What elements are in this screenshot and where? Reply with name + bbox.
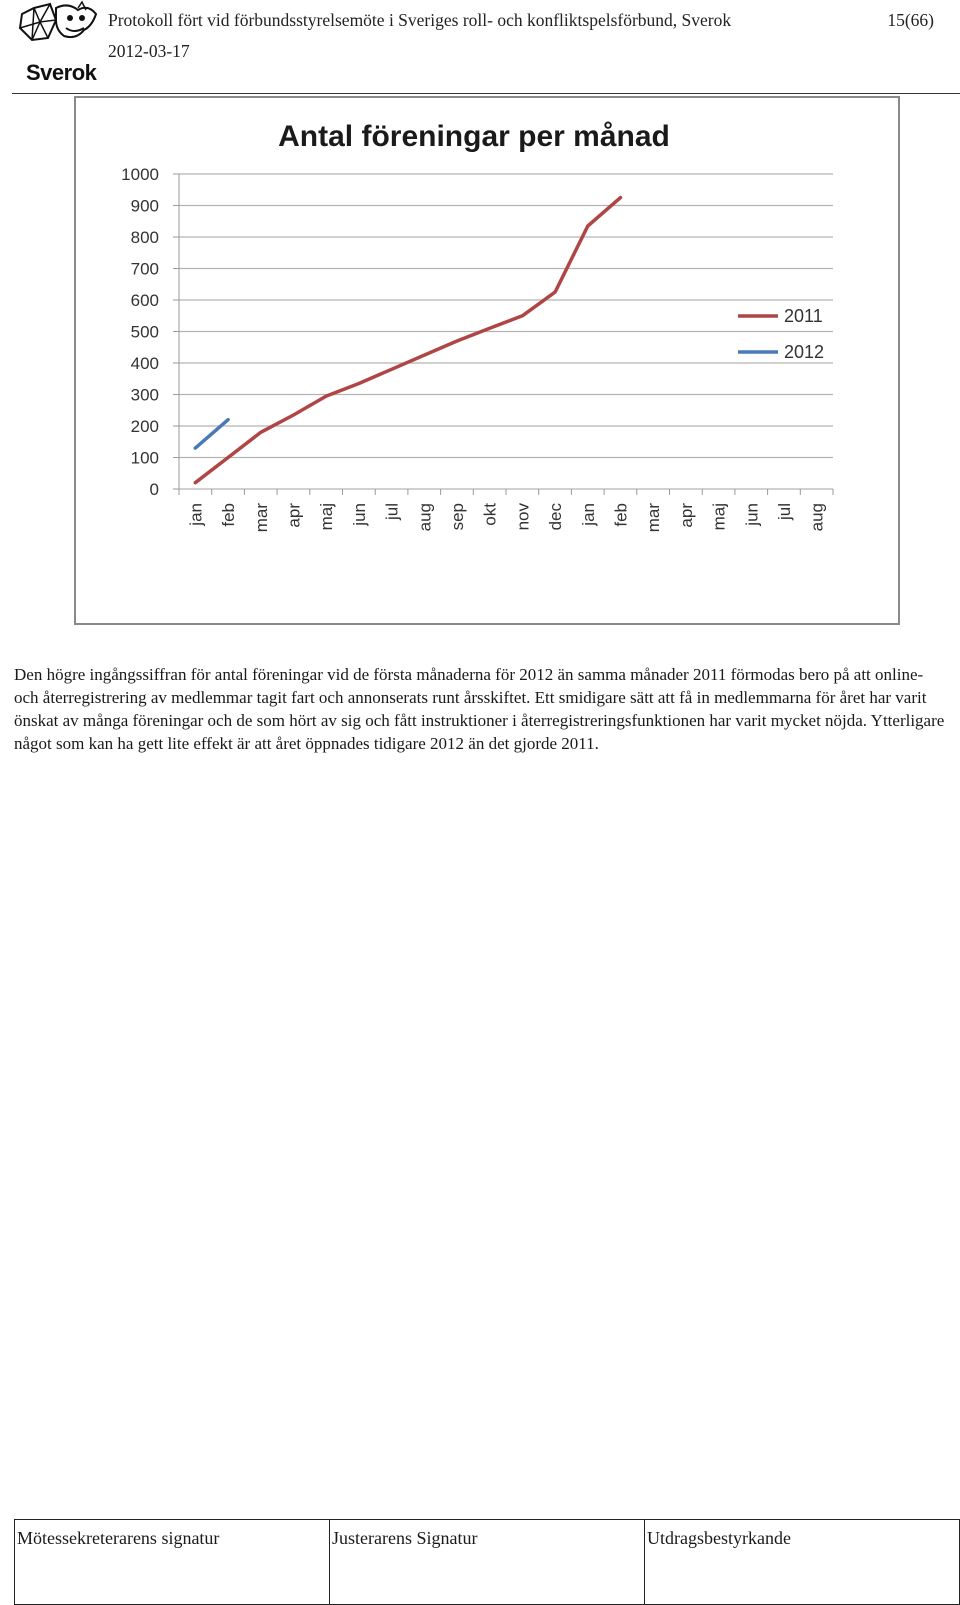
y-tick-label: 1000 bbox=[121, 165, 159, 184]
body-paragraph: Den högre ingångssiffran för antal föreningar vid de första månaderna för 2012 än samma månader 2011 förmodas bero på att online- och återregistrering av medlemmar tagit fart och annonserats runt årsskiftet. Ett smidigare sätt att få in medlemmarna för året har varit önskat av många föreningar och de som hört av sig och fått instruktioner i återregistreringsfunktionen har varit mycket nöjda. Ytterligare något som kan ha gett lite effekt är att året öppnades tidigare 2012 än det gjorde 2011. bbox=[14, 665, 945, 753]
series-line-2011 bbox=[195, 198, 620, 483]
chart-frame bbox=[74, 96, 900, 625]
page-header bbox=[0, 0, 960, 96]
x-tick-label: jan bbox=[186, 503, 206, 526]
x-tick-label: sep bbox=[447, 503, 467, 531]
x-tick-label: apr bbox=[284, 503, 304, 528]
sverok-logo bbox=[12, 0, 104, 88]
y-tick-label: 700 bbox=[130, 259, 159, 279]
signature-table bbox=[14, 1519, 960, 1605]
y-tick-label: 0 bbox=[149, 480, 159, 499]
x-tick-label: maj bbox=[709, 503, 729, 531]
document-date: 2012-03-17 bbox=[108, 41, 190, 61]
x-tick-label: dec bbox=[546, 503, 566, 531]
x-tick-label: nov bbox=[513, 503, 533, 531]
y-tick-label: 600 bbox=[130, 291, 159, 310]
x-tick-label: maj bbox=[317, 503, 337, 531]
logo-wordmark: Sverok bbox=[26, 60, 97, 85]
y-tick-label: 900 bbox=[130, 196, 159, 216]
y-tick-label: 200 bbox=[130, 417, 159, 436]
y-tick-label: 500 bbox=[130, 322, 159, 342]
x-tick-label: jan bbox=[578, 503, 598, 526]
x-tick-label: mar bbox=[644, 503, 664, 533]
y-tick-label: 100 bbox=[130, 448, 159, 468]
line-chart bbox=[76, 98, 898, 623]
x-tick-label: aug bbox=[807, 503, 827, 532]
legend-label-2012: 2012 bbox=[784, 342, 825, 362]
x-tick-label: apr bbox=[676, 503, 696, 528]
x-tick-label: feb bbox=[219, 503, 239, 527]
x-tick-label: mar bbox=[251, 503, 271, 533]
y-tick-label: 800 bbox=[130, 228, 159, 247]
signature-cell-adjuster: Justerarens Signatur bbox=[330, 1520, 645, 1605]
chart-title: Antal föreningar per månad bbox=[278, 120, 670, 153]
header-divider bbox=[12, 93, 960, 94]
legend-label-2011: 2011 bbox=[784, 306, 823, 326]
x-tick-label: jun bbox=[349, 503, 369, 526]
dragon-mask-icon bbox=[12, 0, 104, 64]
y-tick-label: 400 bbox=[130, 354, 159, 373]
x-tick-label: jul bbox=[774, 503, 794, 521]
x-tick-label: aug bbox=[415, 503, 435, 532]
y-tick-label: 300 bbox=[130, 385, 159, 405]
document-title: Protokoll fört vid förbundsstyrelsemöte i Sveriges roll- och konfliktspelsförbund, Sverok bbox=[108, 10, 732, 30]
x-tick-label: jun bbox=[742, 503, 762, 526]
page-number: 15(66) bbox=[887, 10, 934, 30]
x-tick-label: jul bbox=[382, 503, 402, 521]
x-tick-label: okt bbox=[480, 503, 500, 526]
x-tick-label: feb bbox=[611, 503, 631, 527]
signature-cell-secretary: Mötessekreterarens signatur bbox=[15, 1520, 330, 1605]
signature-cell-certification: Utdragsbestyrkande bbox=[645, 1520, 960, 1605]
series-line-2012 bbox=[195, 420, 228, 448]
